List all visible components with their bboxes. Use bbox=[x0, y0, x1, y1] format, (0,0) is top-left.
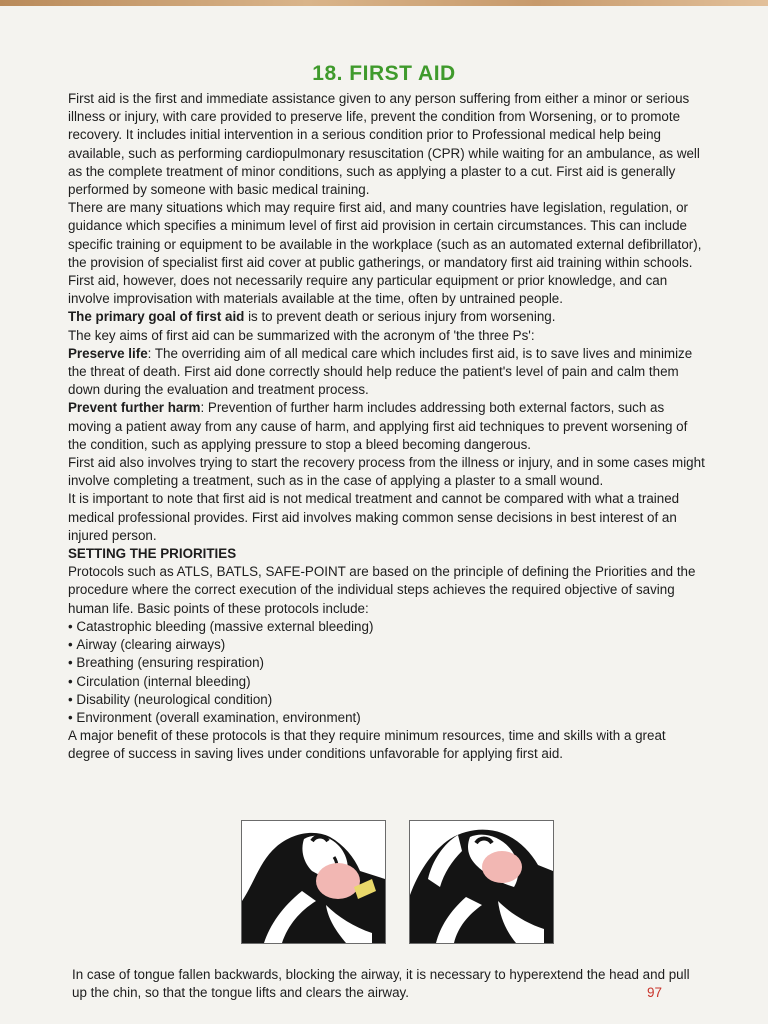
prevent-harm-text: : Prevention of further harm includes addressing both external factors, such as moving a patient away from any cause of harm, and applying first aid techniques to prevent worsening of the condition, such as applying pressure to stop a bleed becoming dangerous. bbox=[68, 400, 688, 452]
priorities-list bbox=[68, 618, 708, 727]
list-item: • Airway (clearing airways) bbox=[68, 636, 708, 654]
list-item: • Catastrophic bleeding (massive external bleeding) bbox=[68, 618, 708, 636]
primary-goal-text: is to prevent death or serious injury from worsening. bbox=[244, 309, 556, 325]
protocol-benefit-paragraph: A major benefit of these protocols is that they require minimum resources, time and skills with a great degree of success in saving lives under conditions unfavorable for applying first aid. bbox=[68, 728, 666, 762]
page-number: 97 bbox=[646, 985, 662, 1000]
note-paragraph: It is important to note that first aid is not medical treatment and cannot be compared with what a trained medical professional provides. First aid involves making common sense decisions in best interest of an injured person. bbox=[68, 491, 680, 543]
airway-blocked-illustration bbox=[241, 820, 386, 944]
airway-cleared-illustration bbox=[409, 820, 554, 944]
priorities-heading: SETTING THE PRIORITIES bbox=[68, 546, 237, 562]
tongue-shape bbox=[482, 851, 522, 883]
preserve-life-text: : The overriding aim of all medical care which includes first aid, is to save lives and minimize the threat of death. First aid done correctly should help reduce the patient's level of pain and calm them down during the evaluation and treatment process. bbox=[68, 345, 693, 398]
top-edge-strip bbox=[0, 0, 768, 6]
list-item: • Circulation (internal bleeding) bbox=[68, 673, 708, 691]
recovery-paragraph: First aid also involves trying to start the recovery process from the illness or injury, and in some cases might involve completing a treatment, such as in the case of applying a plaster to a small wound. bbox=[68, 455, 705, 489]
document-body bbox=[68, 90, 708, 764]
airway-illustrations bbox=[241, 820, 696, 944]
list-item: • Breathing (ensuring respiration) bbox=[68, 654, 708, 672]
preserve-life-paragraph bbox=[68, 345, 708, 400]
primary-goal-paragraph bbox=[68, 308, 708, 326]
tongue-shape bbox=[316, 863, 360, 899]
figure-caption: In case of tongue fallen backwards, blocking the airway, it is necessary to hyperextend the head and pull up the chin, so that the tongue lifts and clears the airway. bbox=[72, 967, 690, 1001]
page-title: 18. FIRST AID bbox=[312, 62, 456, 86]
priorities-intro: Protocols such as ATLS, BATLS, SAFE-POINT are based on the principle of defining the Priorities and the procedure where the correct execution of the individual steps achieves the required objective of saving human life. Basic points of these protocols include: bbox=[68, 564, 696, 616]
prevent-harm-lead: Prevent further harm bbox=[68, 400, 201, 416]
key-aims-paragraph: The key aims of first aid can be summarized with the acronym of 'the three Ps': bbox=[68, 327, 535, 343]
preserve-life-lead: Preserve life bbox=[68, 345, 148, 361]
intro-paragraph-2: There are many situations which may require first aid, and many countries have legislation, regulation, or guidance which specifies a minimum level of first aid provision in certain circumstances. This can include specific training or equipment to be available in the workplace (such as an automated external defibrillator), the provision of specialist first aid cover at public gatherings, or mandatory first aid training within schools. First aid, however, does not necessarily require any particular equipment or prior knowledge, and can involve improvisation with materials available at the time, often by untrained people. bbox=[68, 200, 702, 307]
cleared-airway-drawing bbox=[410, 821, 553, 943]
primary-goal-lead: The primary goal of first aid bbox=[68, 309, 245, 325]
list-item: • Environment (overall examination, environment) bbox=[68, 709, 708, 727]
list-item: • Disability (neurological condition) bbox=[68, 691, 708, 709]
blocked-airway-drawing bbox=[242, 821, 385, 943]
prevent-harm-paragraph bbox=[68, 399, 708, 454]
intro-paragraph-1: First aid is the first and immediate assistance given to any person suffering from either a minor or serious illness or injury, with care provided to preserve life, prevent the condition from Worsening, or to promote recovery. It includes initial intervention in a serious condition prior to Professional medical help being available, such as performing cardiopulmonary resuscitation (CPR) while waiting for an ambulance, as well as the complete treatment of minor conditions, such as applying a plaster to a cut. First aid is generally performed by someone with basic medical training. bbox=[68, 91, 700, 198]
